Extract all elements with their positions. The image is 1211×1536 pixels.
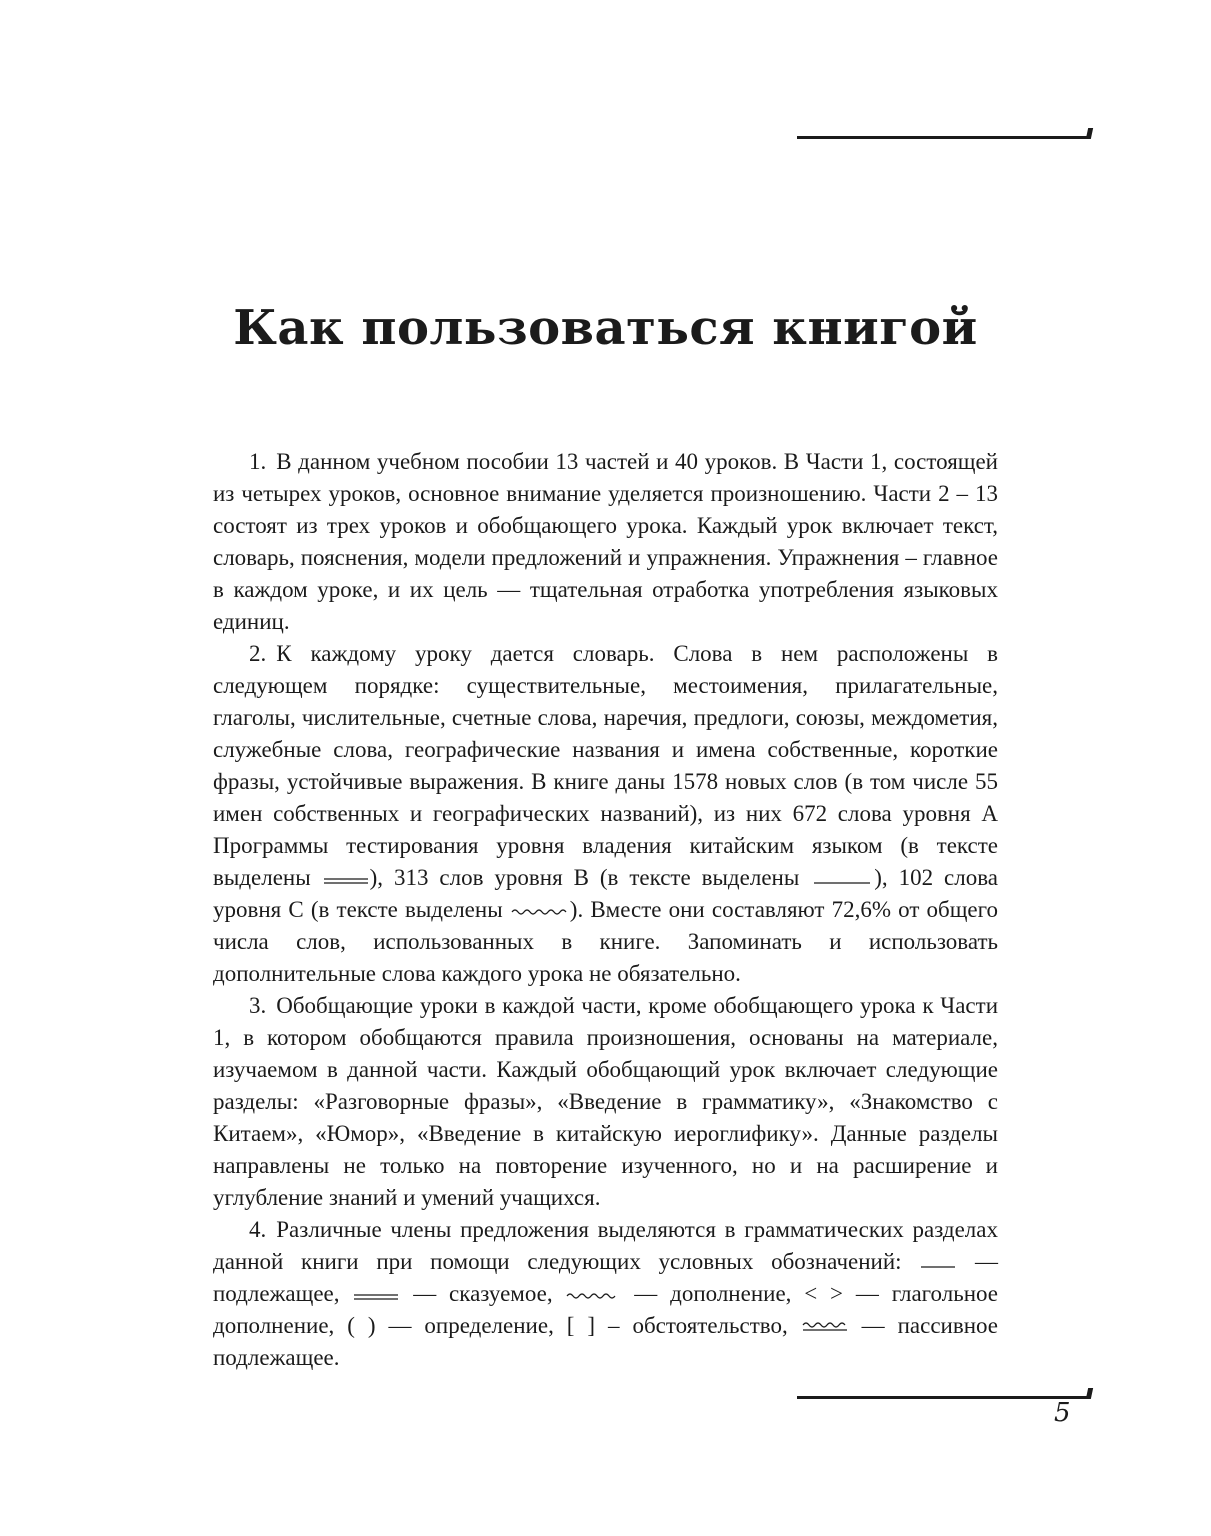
top-decorative-rule	[797, 136, 1090, 139]
paragraph-number: 1.	[249, 449, 267, 474]
paragraph-number: 3.	[249, 993, 267, 1018]
page-number: 5	[1054, 1398, 1071, 1428]
paragraph-2	[213, 638, 998, 990]
paragraph-3	[213, 990, 998, 1214]
rule-hook	[1086, 1388, 1093, 1399]
paragraph-text: ). Вместе они составляют 72,6% от общего числа слов, использованных в книге. Запоминать и использовать дополнительные слова каждого урока не обязательно.	[213, 897, 998, 986]
double-underline-icon	[352, 1289, 400, 1301]
paragraph-text: — подлежащее,	[213, 1249, 999, 1306]
paragraph-number: 4.	[249, 1217, 267, 1242]
paragraph-text: Обобщающие уроки в каждой части, кроме обобщающего урока к Части 1, в котором обобщаются правила произношения, основаны на материале, изучаемом в данной части. Каждый обобщающий урок включает следующие разделы: «Разговорные фразы», «Введение в грамматику», «Знакомство с Китаем», «Юмор», «Введение в китайскую иероглифику». Данные разделы направлены не только на повторение изученного, но и на расширение и углубление знаний и умений учащихся.	[213, 993, 998, 1210]
paragraph-number: 2.	[249, 641, 267, 666]
bottom-decorative-rule	[797, 1396, 1090, 1399]
rule-hook	[1086, 128, 1093, 139]
paragraph-4	[213, 1214, 998, 1374]
passive-subject-icon	[801, 1319, 849, 1333]
paragraph-text: — сказуемое,	[400, 1281, 566, 1306]
paragraph-text: Различные члены предложения выделяются в грамматических разделах данной книги при помощи следующих условных обозначений:	[213, 1217, 998, 1274]
paragraph-text: К каждому уроку дается словарь. Слова в нем расположены в следующем порядке: существительные, местоимения, прилагательные, глаголы, числительные, счетные слова, наречия, предлоги, союзы, междометия, служебные слова, географические названия и имена собственные, короткие фразы, устойчивые выражения. В книге даны 1578 новых слов (в том числе 55 имен собственных и географических названий), из них 672 слова уровня А Программы тестирования уровня владения китайским языком (в тексте выделены	[213, 641, 998, 890]
paragraph-text: — пассивное подлежащее.	[213, 1313, 998, 1370]
paragraph-1	[213, 446, 998, 638]
single-underline-icon	[810, 873, 874, 885]
page-title: Как пользоваться книгой	[233, 300, 978, 356]
single-underline-icon	[919, 1257, 957, 1269]
body-text	[213, 446, 998, 1374]
double-underline-icon	[322, 873, 370, 885]
wavy-underline-icon	[565, 1289, 621, 1301]
paragraph-text: В данном учебном пособии 13 частей и 40 уроков. В Части 1, состоящей из четырех уроков, основное внимание уделяется произношению. Части 2 – 13 состоят из трех уроков и обобщающего урока. Каждый урок включает текст, словарь, пояснения, модели предложений и упражнения. Упражнения – главное в каждом уроке, и их цель — тщательная отработка употребления языковых единиц.	[213, 449, 998, 634]
paragraph-text: ), 102 слова уровня С (в тексте выделены	[213, 865, 998, 922]
wavy-underline-icon	[510, 905, 570, 917]
paragraph-text: — дополнение, < > — глагольное дополнение, ( ) — определение, [ ] – обстоятельство,	[213, 1281, 998, 1338]
paragraph-text: ), 313 слов уровня В (в тексте выделены	[369, 865, 811, 890]
